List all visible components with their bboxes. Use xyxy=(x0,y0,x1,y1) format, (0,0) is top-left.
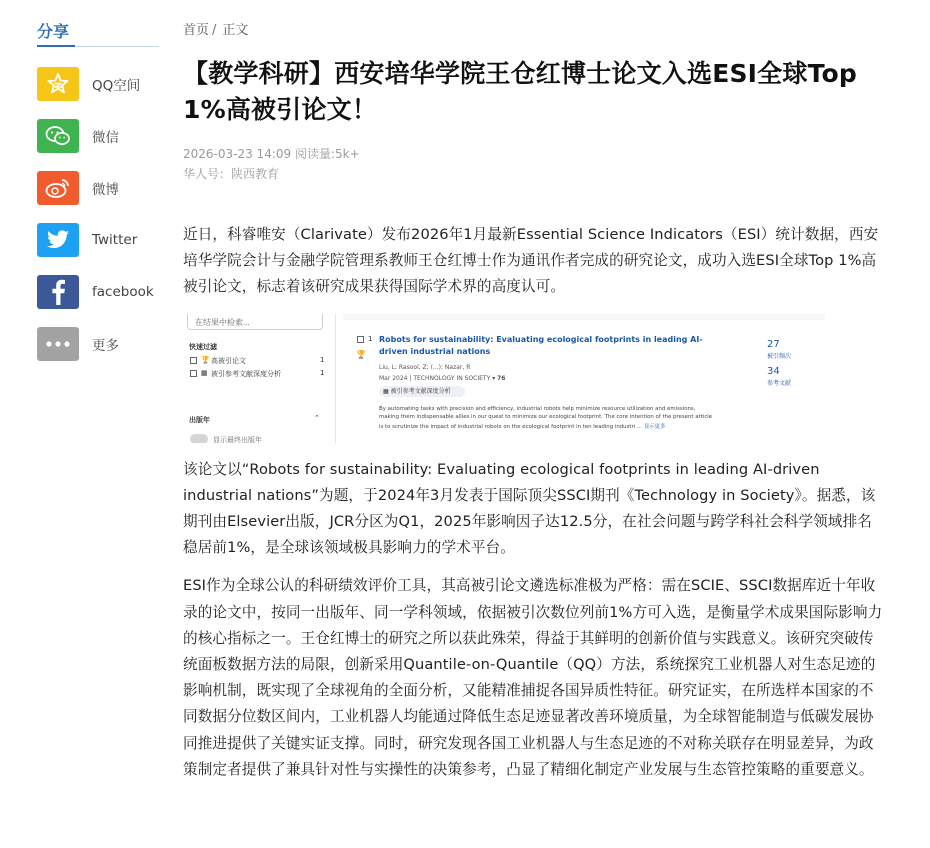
wechat-icon xyxy=(37,119,79,153)
share-twitter-label: Twitter xyxy=(92,232,138,248)
more-dots-icon xyxy=(37,327,79,361)
figure-citations-count: 27 xyxy=(767,338,780,350)
figure-journal-name: Mar 2024 | TECHNOLOGY IN SOCIETY xyxy=(379,374,491,382)
share-more-button[interactable] xyxy=(37,327,159,361)
facebook-f-icon xyxy=(37,275,79,309)
article-main xyxy=(183,0,883,783)
figure-abstract-line: By automating tasks with precision and efficiency, industrial robots help minimize resource utilization and emissions, xyxy=(379,405,696,412)
qzone-star-icon xyxy=(37,67,79,101)
figure-search-box: 在结果中检索... xyxy=(187,314,323,330)
share-qzone-button[interactable] xyxy=(37,67,159,101)
weibo-icon xyxy=(37,171,79,205)
figure-journal-number: 76 xyxy=(497,374,506,382)
figure-checkbox xyxy=(190,357,197,364)
figure-checkbox xyxy=(190,370,197,377)
article-paragraph: 近日，科睿唯安（Clarivate）发布2026年1月最新Essential Science Indicators（ESI）统计数据，西安培华学院会计与金融学院管理系教师王仓红博士作为通讯作者完成的研究论文，成功入选ESI全球Top 1%高被引论文，标志着该研究成果获得国际学术界的高度认可。 xyxy=(183,226,879,296)
figure-abstract-line: making them indispensable allies in our quest to minimize our ecological footprint. The core intention of the present article xyxy=(379,413,713,420)
breadcrumb-current: 正文 xyxy=(222,23,249,38)
share-qzone-label: QQ空间 xyxy=(92,78,141,94)
figure-pub-year-heading: 出版年 xyxy=(189,415,210,424)
figure-filter-2-count: 1 xyxy=(320,368,325,377)
figure-analysis-icon: ▦ xyxy=(201,368,208,377)
article-title: 【教学科研】西安培华学院王仓红博士论文入选ESI全球Top 1%高被引论文！ xyxy=(183,59,857,124)
share-list xyxy=(37,67,159,361)
figure-result-checkbox xyxy=(357,336,364,343)
figure-result-card xyxy=(343,320,825,443)
figure-result-index: 1 xyxy=(368,334,373,343)
twitter-bird-icon xyxy=(37,223,79,257)
figure-abstract-text: is to scrutinize the impact of industrial robots on the ecological footprint in ten leading industri ... xyxy=(379,423,643,430)
figure-analysis-button: ▦ 被引参考文献深度分析 xyxy=(379,386,465,397)
figure-filter-panel xyxy=(183,314,336,443)
figure-filter-1: 高被引论文 xyxy=(211,356,246,365)
article-author: 华人号：陕西教育 xyxy=(183,167,280,181)
share-facebook-button[interactable] xyxy=(37,275,159,309)
share-weibo-label: 微博 xyxy=(92,182,119,198)
breadcrumb-home-link[interactable]: 首页 xyxy=(183,23,210,38)
figure-result-panel xyxy=(343,314,825,443)
share-facebook-label: facebook xyxy=(92,284,154,300)
figure-trophy-icon: 🏆 xyxy=(201,355,210,364)
figure-filter-1-count: 1 xyxy=(320,355,325,364)
article-paragraph: ESI作为全球公认的科研绩效评价工具，其高被引论文遴选标准极为严格：需在SCIE、SSCI数据库近十年收录的论文中，按同一出版年、同一学科领域，依据被引次数位列前1%方可入选，是衡量学术成果国际影响力的核心指标之一。王仓红博士的研究之所以获此殊荣，得益于其鲜明的创新价值与实践意义。该研究突破传统面板数据方法的局限，创新采用Quantile-on-Quantile（QQ）方法，系统探究工业机器人对生态足迹的影响机制，既实现了全球视角的全面分析，又能精准捕捉各国异质性特征。研究证实，在所选样本国家的不同数据分位数区间内，工业机器人均能通过降低生态足迹显著改善环境质量，为全球智能制造与低碳发展协同推进提供了关键实证支撑。同时，研究发现各国工业机器人与生态足迹的不对称关联存在明显差异，为政策制定者提供了兼具针对性与实操性的决策参考，凸显了精细化制定产业发展与生态管控策略的重要意义。 xyxy=(183,577,883,778)
share-twitter-button[interactable] xyxy=(37,223,159,257)
share-sidebar xyxy=(37,0,159,379)
figure-toggle xyxy=(190,434,208,443)
share-wechat-label: 微信 xyxy=(92,130,119,146)
article-date-views: 2026-03-23 14:09 阅读量:5k+ xyxy=(183,147,360,161)
figure-authors: Liu, L; Rasool, Z; (...); Nazar, R xyxy=(379,363,471,371)
figure-pub-year-item: 显示最终出版年 xyxy=(213,435,262,443)
article-paragraph: 该论文以“Robots for sustainability: Evaluating ecological footprints in leading AI-driven industrial nations”为题，于2024年3月发表于国际顶尖SSCI期刊《Technology in Society》。据悉，该期刊由Elsevier出版，JCR分区为Q1，2025年影响因子达12.5分，在社会问题与跨学科社会科学领域排名稳居前1%，是全球该领域极具影响力的学术平台。 xyxy=(183,460,876,557)
share-weibo-button[interactable] xyxy=(37,171,159,205)
figure-abstract-line xyxy=(379,422,665,430)
article-meta xyxy=(183,144,883,184)
share-more-label: 更多 xyxy=(92,338,119,354)
breadcrumb xyxy=(183,19,883,37)
figure-citations-label: 被引频次 xyxy=(767,352,792,360)
breadcrumb-separator: / xyxy=(212,23,217,38)
figure-analysis-button-label: 被引参考文献深度分析 xyxy=(390,387,451,395)
figure-collapse-icon: ⌃ xyxy=(314,413,320,422)
figure-show-more: 显示更多 xyxy=(643,423,666,430)
figure-filter-2: 被引参考文献深度分析 xyxy=(211,369,281,378)
article-figure-screenshot xyxy=(183,314,825,443)
figure-paper-title: Robots for sustainability: Evaluating ecological footprints in leading AI-driven industrial nations xyxy=(379,334,703,356)
share-wechat-button[interactable] xyxy=(37,119,159,153)
share-title: 分享 xyxy=(37,0,159,47)
figure-quick-filter-heading: 快速过滤 xyxy=(189,342,217,351)
figure-dropdown-icon: ▾ xyxy=(492,374,496,382)
figure-journal xyxy=(379,375,505,382)
figure-references-count: 34 xyxy=(767,365,780,377)
figure-result-trophy-icon: 🏆 xyxy=(356,349,366,359)
figure-references-label: 参考文献 xyxy=(767,379,792,387)
